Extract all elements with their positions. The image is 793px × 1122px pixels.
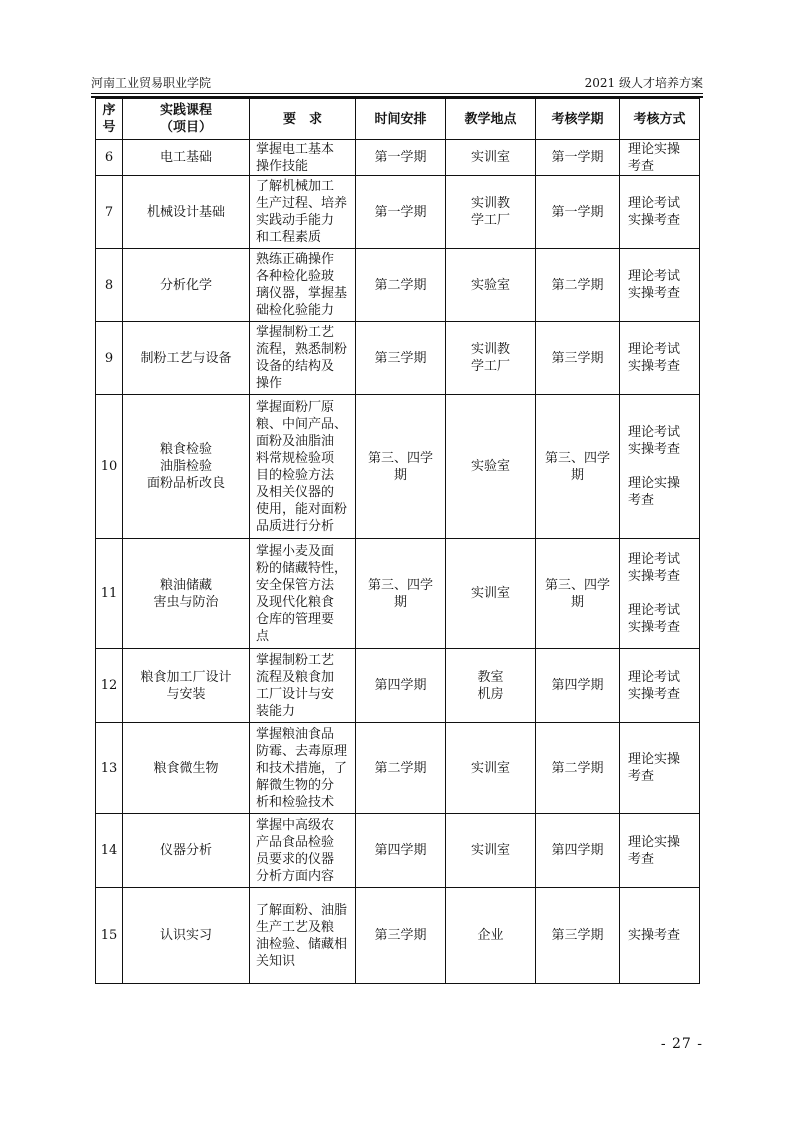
row-no: 14 xyxy=(96,814,123,888)
row-exam-method: 理论实操 考查 xyxy=(620,814,700,888)
col-header-course: 实践课程 （项目） xyxy=(123,99,250,140)
row-exam-method: 理论考试 实操考查 xyxy=(620,649,700,723)
row-no: 9 xyxy=(96,322,123,395)
row-time: 第四学期 xyxy=(356,814,446,888)
row-time: 第一学期 xyxy=(356,176,446,249)
row-no: 6 xyxy=(96,140,123,176)
row-course: 制粉工艺与设备 xyxy=(123,322,250,395)
row-no: 12 xyxy=(96,649,123,723)
row-requirement: 掌握粮油食品 防霉、去毒原理 和技术措施，了 解微生物的分 析和检验技术 xyxy=(250,723,356,814)
row-place: 实训教 学工厂 xyxy=(446,176,536,249)
row-place: 教室 机房 xyxy=(446,649,536,723)
row-requirement: 熟练正确操作 各种检化验玻 璃仪器，掌握基 础检化验能力 xyxy=(250,249,356,322)
col-header-time: 时间安排 xyxy=(356,99,446,140)
row-exam-term: 第四学期 xyxy=(536,814,620,888)
col-header-exam-term: 考核学期 xyxy=(536,99,620,140)
practice-course-table xyxy=(95,98,700,984)
row-course: 粮食微生物 xyxy=(123,723,250,814)
row-requirement: 了解面粉、油脂 生产工艺及粮 油检验、储藏相 关知识 xyxy=(250,888,356,984)
row-exam-method: 理论考试 实操考查 xyxy=(620,176,700,249)
row-place: 实训室 xyxy=(446,723,536,814)
row-time: 第三、四学 期 xyxy=(356,395,446,539)
row-place: 实训室 xyxy=(446,539,536,649)
row-requirement: 掌握中高级农 产品食品检验 员要求的仪器 分析方面内容 xyxy=(250,814,356,888)
col-header-requirement: 要 求 xyxy=(250,99,356,140)
table-row xyxy=(96,249,700,322)
row-place: 实训室 xyxy=(446,140,536,176)
table-row xyxy=(96,140,700,176)
row-requirement: 掌握电工基本 操作技能 xyxy=(250,140,356,176)
table-row xyxy=(96,395,700,539)
row-time: 第三学期 xyxy=(356,322,446,395)
row-time: 第三学期 xyxy=(356,888,446,984)
row-exam-method: 理论考试 实操考查 xyxy=(620,322,700,395)
row-exam-method: 理论考试 实操考查 理论实操 考查 xyxy=(620,395,700,539)
row-exam-term: 第二学期 xyxy=(536,723,620,814)
school-name: 河南工业贸易职业学院 xyxy=(91,76,212,90)
row-requirement: 掌握制粉工艺 流程及粮食加 工厂设计与安 装能力 xyxy=(250,649,356,723)
row-requirement: 掌握小麦及面 粉的储藏特性， 安全保管方法 及现代化粮食 仓库的管理要 点 xyxy=(250,539,356,649)
row-time: 第二学期 xyxy=(356,249,446,322)
table-row xyxy=(96,649,700,723)
row-exam-term: 第一学期 xyxy=(536,140,620,176)
page-header xyxy=(91,75,703,93)
row-course: 仪器分析 xyxy=(123,814,250,888)
table-row xyxy=(96,322,700,395)
row-exam-term: 第三学期 xyxy=(536,888,620,984)
row-place: 实训教 学工厂 xyxy=(446,322,536,395)
row-no: 7 xyxy=(96,176,123,249)
row-requirement: 掌握制粉工艺 流程，熟悉制粉 设备的结构及 操作 xyxy=(250,322,356,395)
row-place: 实验室 xyxy=(446,395,536,539)
row-course: 粮食加工厂设计 与安装 xyxy=(123,649,250,723)
row-exam-term: 第三、四学 期 xyxy=(536,539,620,649)
table-header-row xyxy=(96,99,700,140)
row-no: 11 xyxy=(96,539,123,649)
row-time: 第一学期 xyxy=(356,140,446,176)
row-course: 认识实习 xyxy=(123,888,250,984)
header-rule-thin xyxy=(91,93,703,94)
row-no: 15 xyxy=(96,888,123,984)
row-time: 第二学期 xyxy=(356,723,446,814)
col-header-exam-method: 考核方式 xyxy=(620,99,700,140)
row-no: 8 xyxy=(96,249,123,322)
row-place: 实训室 xyxy=(446,814,536,888)
row-course: 机械设计基础 xyxy=(123,176,250,249)
row-exam-term: 第三学期 xyxy=(536,322,620,395)
row-exam-method: 理论考试 实操考查 理论考试 实操考查 xyxy=(620,539,700,649)
row-place: 实验室 xyxy=(446,249,536,322)
row-exam-method: 理论考试 实操考查 xyxy=(620,249,700,322)
program-title: 2021 级人才培养方案 xyxy=(584,76,703,90)
row-time: 第三、四学 期 xyxy=(356,539,446,649)
row-exam-term: 第三、四学 期 xyxy=(536,395,620,539)
row-course: 分析化学 xyxy=(123,249,250,322)
row-course: 粮食检验 油脂检验 面粉品析改良 xyxy=(123,395,250,539)
col-header-place: 教学地点 xyxy=(446,99,536,140)
row-place: 企业 xyxy=(446,888,536,984)
table-row xyxy=(96,814,700,888)
table-row xyxy=(96,723,700,814)
row-course: 粮油储藏 害虫与防治 xyxy=(123,539,250,649)
row-no: 10 xyxy=(96,395,123,539)
row-exam-term: 第一学期 xyxy=(536,176,620,249)
row-exam-method: 实操考查 xyxy=(620,888,700,984)
row-course: 电工基础 xyxy=(123,140,250,176)
table-row xyxy=(96,176,700,249)
table-row xyxy=(96,888,700,984)
col-header-no: 序 号 xyxy=(96,99,123,140)
row-exam-method: 理论实操 考查 xyxy=(620,723,700,814)
table-row xyxy=(96,539,700,649)
row-exam-term: 第四学期 xyxy=(536,649,620,723)
page-number: - 27 - xyxy=(660,1036,703,1052)
row-time: 第四学期 xyxy=(356,649,446,723)
row-no: 13 xyxy=(96,723,123,814)
row-exam-term: 第二学期 xyxy=(536,249,620,322)
row-exam-method: 理论实操 考查 xyxy=(620,140,700,176)
row-requirement: 掌握面粉厂原 粮、中间产品、 面粉及油脂油 料常规检验项 目的检验方法 及相关仪器的 使用，能对面粉 品质进行分析 xyxy=(250,395,356,539)
row-requirement: 了解机械加工 生产过程、培养 实践动手能力 和工程素质 xyxy=(250,176,356,249)
